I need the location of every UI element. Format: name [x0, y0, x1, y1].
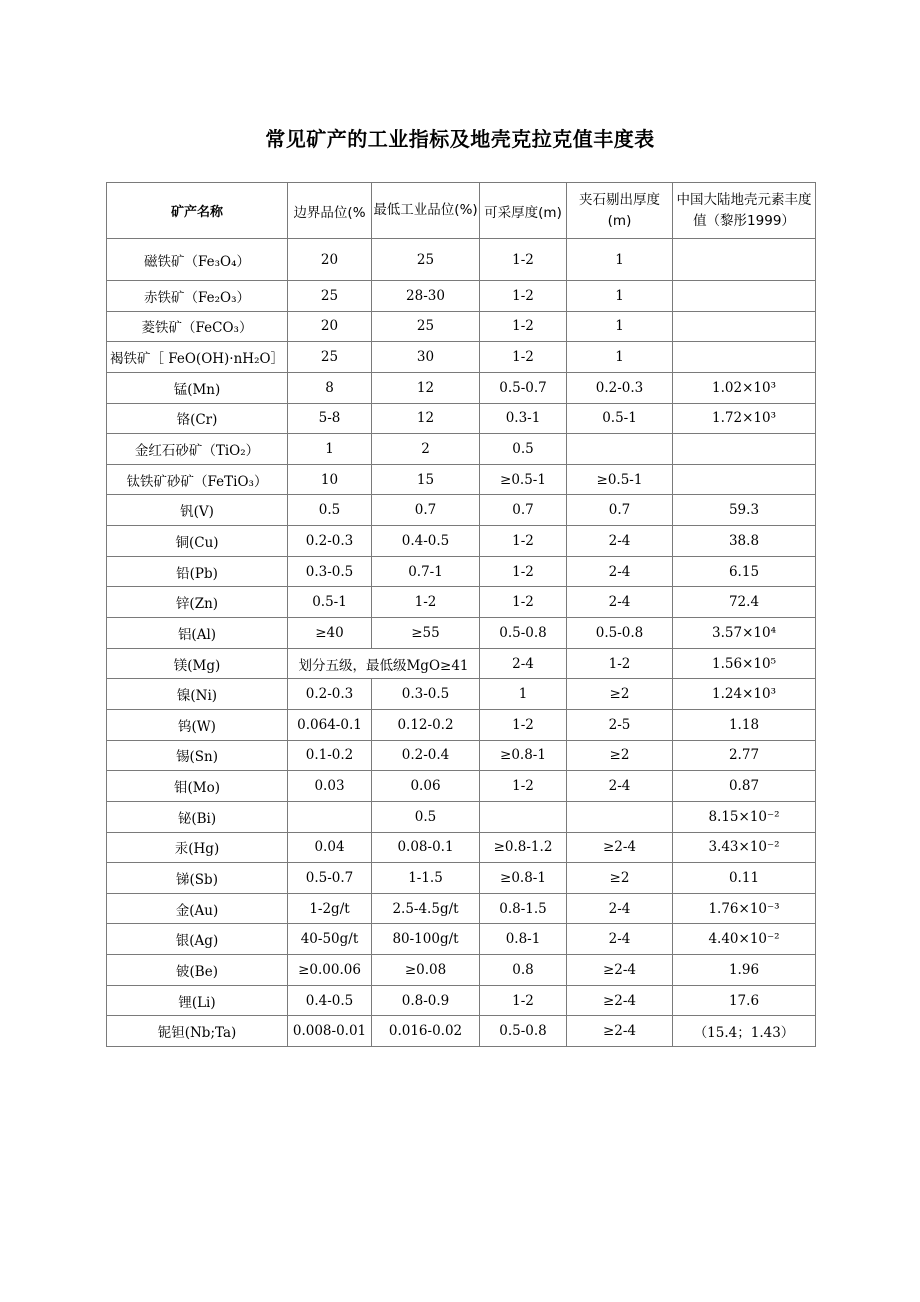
mineral-name-cell: 锡(Sn) [107, 740, 288, 771]
waste-thickness-cell: 1 [567, 311, 673, 342]
header-mineral-name: 矿产名称 [107, 183, 288, 239]
mineral-name-cell: 镍(Ni) [107, 679, 288, 710]
table-body [107, 239, 816, 1047]
mineral-name-cell: 钨(W) [107, 709, 288, 740]
abundance-cell: 0.11 [673, 863, 816, 894]
boundary-grade-cell: 1-2g/t [288, 893, 372, 924]
boundary-grade-cell: 0.5-0.7 [288, 863, 372, 894]
abundance-cell: 1.72×10³ [673, 403, 816, 434]
mineral-name-cell: 锑(Sb) [107, 863, 288, 894]
abundance-cell [673, 464, 816, 495]
mineral-name-cell: 镁(Mg) [107, 648, 288, 679]
min-grade-cell: ≥0.08 [372, 955, 480, 986]
min-grade-cell: 0.2-0.4 [372, 740, 480, 771]
waste-thickness-cell: 1 [567, 342, 673, 373]
waste-thickness-cell: 0.5-1 [567, 403, 673, 434]
mineable-thickness-cell: 0.5 [480, 434, 567, 465]
mineral-name-cell: 铌钽(Nb;Ta) [107, 1016, 288, 1047]
mineral-name-cell: 钼(Mo) [107, 771, 288, 802]
min-grade-cell: 12 [372, 372, 480, 403]
abundance-cell: 4.40×10⁻² [673, 924, 816, 955]
table-row [107, 372, 816, 403]
min-grade-cell: 25 [372, 311, 480, 342]
waste-thickness-cell: ≥0.5-1 [567, 464, 673, 495]
table-row [107, 434, 816, 465]
min-grade-cell: 0.08-0.1 [372, 832, 480, 863]
waste-thickness-cell: 2-4 [567, 924, 673, 955]
abundance-cell: 0.87 [673, 771, 816, 802]
min-grade-cell: 0.12-0.2 [372, 709, 480, 740]
abundance-cell: 2.77 [673, 740, 816, 771]
mineral-name-cell: 铍(Be) [107, 955, 288, 986]
boundary-grade-cell: 0.064-0.1 [288, 709, 372, 740]
abundance-cell: 6.15 [673, 556, 816, 587]
min-grade-cell: 15 [372, 464, 480, 495]
waste-thickness-cell: 2-4 [567, 587, 673, 618]
waste-thickness-cell: ≥2 [567, 740, 673, 771]
min-grade-cell: 0.06 [372, 771, 480, 802]
mineral-name-cell: 锌(Zn) [107, 587, 288, 618]
mineral-name-cell: 钛铁矿砂矿（FeTiO₃） [107, 464, 288, 495]
boundary-grade-cell: 0.5-1 [288, 587, 372, 618]
waste-thickness-cell: 1 [567, 281, 673, 312]
mineral-name-cell: 汞(Hg) [107, 832, 288, 863]
mineable-thickness-cell: 1-2 [480, 526, 567, 557]
mineable-thickness-cell: 1-2 [480, 587, 567, 618]
boundary-grade-cell: 0.4-0.5 [288, 985, 372, 1016]
mineable-thickness-cell: 1-2 [480, 985, 567, 1016]
waste-thickness-cell: ≥2-4 [567, 832, 673, 863]
mineable-thickness-cell: 1-2 [480, 556, 567, 587]
abundance-cell [673, 311, 816, 342]
boundary-grade-cell: 0.008-0.01 [288, 1016, 372, 1047]
min-grade-cell: 80-100g/t [372, 924, 480, 955]
min-grade-cell: 0.016-0.02 [372, 1016, 480, 1047]
abundance-cell: （15.4；1.43） [673, 1016, 816, 1047]
mineable-thickness-cell: 0.5-0.7 [480, 372, 567, 403]
waste-thickness-cell: ≥2-4 [567, 985, 673, 1016]
boundary-grade-cell [288, 801, 372, 832]
boundary-grade-cell: 0.5 [288, 495, 372, 526]
min-grade-cell: 0.7-1 [372, 556, 480, 587]
table-row [107, 464, 816, 495]
boundary-grade-cell: 0.2-0.3 [288, 679, 372, 710]
mineable-thickness-cell: 0.8-1 [480, 924, 567, 955]
abundance-cell: 3.43×10⁻² [673, 832, 816, 863]
min-grade-cell: 1-1.5 [372, 863, 480, 894]
mineable-thickness-cell: 1-2 [480, 281, 567, 312]
mineable-thickness-cell: ≥0.5-1 [480, 464, 567, 495]
table-row [107, 771, 816, 802]
abundance-cell: 59.3 [673, 495, 816, 526]
table-row [107, 985, 816, 1016]
boundary-grade-cell: 40-50g/t [288, 924, 372, 955]
min-grade-cell: 12 [372, 403, 480, 434]
mineral-name-cell: 铋(Bi) [107, 801, 288, 832]
min-grade-cell: 0.4-0.5 [372, 526, 480, 557]
abundance-cell [673, 281, 816, 312]
table-row [107, 832, 816, 863]
boundary-grade-cell: 10 [288, 464, 372, 495]
min-grade-cell: 0.8-0.9 [372, 985, 480, 1016]
waste-thickness-cell: 2-4 [567, 893, 673, 924]
table-row [107, 740, 816, 771]
mineral-name-cell: 赤铁矿（Fe₂O₃） [107, 281, 288, 312]
mineable-thickness-cell: ≥0.8-1.2 [480, 832, 567, 863]
header-min-industrial-grade: 最低工业品位(%) [372, 183, 480, 239]
min-grade-cell: 2 [372, 434, 480, 465]
mineable-thickness-cell: 1-2 [480, 771, 567, 802]
mineable-thickness-cell: 1-2 [480, 239, 567, 281]
mineable-thickness-cell: 0.8 [480, 955, 567, 986]
mineral-name-cell: 铜(Cu) [107, 526, 288, 557]
table-row [107, 311, 816, 342]
mineral-name-cell: 菱铁矿（FeCO₃） [107, 311, 288, 342]
table-row [107, 679, 816, 710]
boundary-grade-cell: 划分五级，最低级MgO≥41 [288, 648, 480, 679]
min-grade-cell: 1-2 [372, 587, 480, 618]
abundance-cell: 1.02×10³ [673, 372, 816, 403]
boundary-grade-cell: 20 [288, 311, 372, 342]
abundance-cell: 72.4 [673, 587, 816, 618]
header-boundary-grade: 边界品位(% [288, 183, 372, 239]
mineable-thickness-cell: ≥0.8-1 [480, 863, 567, 894]
table-row [107, 801, 816, 832]
table-row [107, 556, 816, 587]
boundary-grade-cell: 0.1-0.2 [288, 740, 372, 771]
min-grade-cell: ≥55 [372, 618, 480, 649]
header-waste-thickness: 夹石剔出厚度(m) [567, 183, 673, 239]
mineable-thickness-cell: 1-2 [480, 311, 567, 342]
abundance-cell: 1.76×10⁻³ [673, 893, 816, 924]
waste-thickness-cell: 2-4 [567, 771, 673, 802]
abundance-cell: 1.24×10³ [673, 679, 816, 710]
waste-thickness-cell: ≥2-4 [567, 955, 673, 986]
mineable-thickness-cell: 0.3-1 [480, 403, 567, 434]
mineable-thickness-cell: 0.7 [480, 495, 567, 526]
mineable-thickness-cell: 1 [480, 679, 567, 710]
mineable-thickness-cell: 0.8-1.5 [480, 893, 567, 924]
boundary-grade-cell: ≥0.00.06 [288, 955, 372, 986]
mineral-name-cell: 褐铁矿［ FeO(OH)·nH₂O］ [107, 342, 288, 373]
waste-thickness-cell: 1-2 [567, 648, 673, 679]
mineral-name-cell: 磁铁矿（Fe₃O₄） [107, 239, 288, 281]
min-grade-cell: 0.7 [372, 495, 480, 526]
mineral-name-cell: 金(Au) [107, 893, 288, 924]
boundary-grade-cell: 25 [288, 342, 372, 373]
table-row [107, 924, 816, 955]
mineral-name-cell: 铅(Pb) [107, 556, 288, 587]
table-row [107, 709, 816, 740]
abundance-cell: 1.56×10⁵ [673, 648, 816, 679]
waste-thickness-cell [567, 434, 673, 465]
mineral-name-cell: 银(Ag) [107, 924, 288, 955]
mineral-name-cell: 金红石砂矿（TiO₂） [107, 434, 288, 465]
boundary-grade-cell: 8 [288, 372, 372, 403]
min-grade-cell: 28-30 [372, 281, 480, 312]
waste-thickness-cell: ≥2 [567, 863, 673, 894]
mineral-name-cell: 锰(Mn) [107, 372, 288, 403]
waste-thickness-cell: 1 [567, 239, 673, 281]
min-grade-cell: 2.5-4.5g/t [372, 893, 480, 924]
mineral-name-cell: 钒(V) [107, 495, 288, 526]
mineable-thickness-cell: 1-2 [480, 342, 567, 373]
header-mineable-thickness: 可采厚度(m) [480, 183, 567, 239]
waste-thickness-cell [567, 801, 673, 832]
mineable-thickness-cell: 1-2 [480, 709, 567, 740]
mineable-thickness-cell [480, 801, 567, 832]
waste-thickness-cell: 0.2-0.3 [567, 372, 673, 403]
waste-thickness-cell: 2-4 [567, 526, 673, 557]
table-row [107, 587, 816, 618]
boundary-grade-cell: 0.2-0.3 [288, 526, 372, 557]
mineable-thickness-cell: 0.5-0.8 [480, 618, 567, 649]
mineral-name-cell: 铬(Cr) [107, 403, 288, 434]
waste-thickness-cell: 2-5 [567, 709, 673, 740]
boundary-grade-cell: 5-8 [288, 403, 372, 434]
table-row [107, 281, 816, 312]
mineable-thickness-cell: 2-4 [480, 648, 567, 679]
abundance-cell: 17.6 [673, 985, 816, 1016]
boundary-grade-cell: 0.03 [288, 771, 372, 802]
waste-thickness-cell: 0.7 [567, 495, 673, 526]
table-row [107, 863, 816, 894]
boundary-grade-cell: 0.3-0.5 [288, 556, 372, 587]
mineable-thickness-cell: 0.5-0.8 [480, 1016, 567, 1047]
abundance-cell [673, 434, 816, 465]
waste-thickness-cell: 0.5-0.8 [567, 618, 673, 649]
boundary-grade-cell: 20 [288, 239, 372, 281]
abundance-cell: 1.96 [673, 955, 816, 986]
boundary-grade-cell: ≥40 [288, 618, 372, 649]
waste-thickness-cell: ≥2-4 [567, 1016, 673, 1047]
table-row [107, 648, 816, 679]
table-row [107, 495, 816, 526]
abundance-cell [673, 342, 816, 373]
abundance-cell: 8.15×10⁻² [673, 801, 816, 832]
abundance-cell: 3.57×10⁴ [673, 618, 816, 649]
min-grade-cell: 25 [372, 239, 480, 281]
header-row [107, 183, 816, 239]
boundary-grade-cell: 1 [288, 434, 372, 465]
boundary-grade-cell: 25 [288, 281, 372, 312]
min-grade-cell: 0.5 [372, 801, 480, 832]
abundance-cell: 1.18 [673, 709, 816, 740]
abundance-cell [673, 239, 816, 281]
table-row [107, 526, 816, 557]
header-crustal-abundance: 中国大陆地壳元素丰度值（黎彤1999） [673, 183, 816, 239]
mineral-name-cell: 铝(Al) [107, 618, 288, 649]
table-row [107, 1016, 816, 1047]
table-row [107, 955, 816, 986]
page-title: 常见矿产的工业指标及地壳克拉克值丰度表 [265, 127, 655, 151]
table-row [107, 618, 816, 649]
min-grade-cell: 30 [372, 342, 480, 373]
boundary-grade-cell: 0.04 [288, 832, 372, 863]
table-row [107, 893, 816, 924]
waste-thickness-cell: ≥2 [567, 679, 673, 710]
table-row [107, 342, 816, 373]
waste-thickness-cell: 2-4 [567, 556, 673, 587]
min-grade-cell: 0.3-0.5 [372, 679, 480, 710]
mineable-thickness-cell: ≥0.8-1 [480, 740, 567, 771]
mineral-indicator-table [106, 182, 816, 1047]
mineral-name-cell: 锂(Li) [107, 985, 288, 1016]
table-row [107, 403, 816, 434]
table-row [107, 239, 816, 281]
abundance-cell: 38.8 [673, 526, 816, 557]
